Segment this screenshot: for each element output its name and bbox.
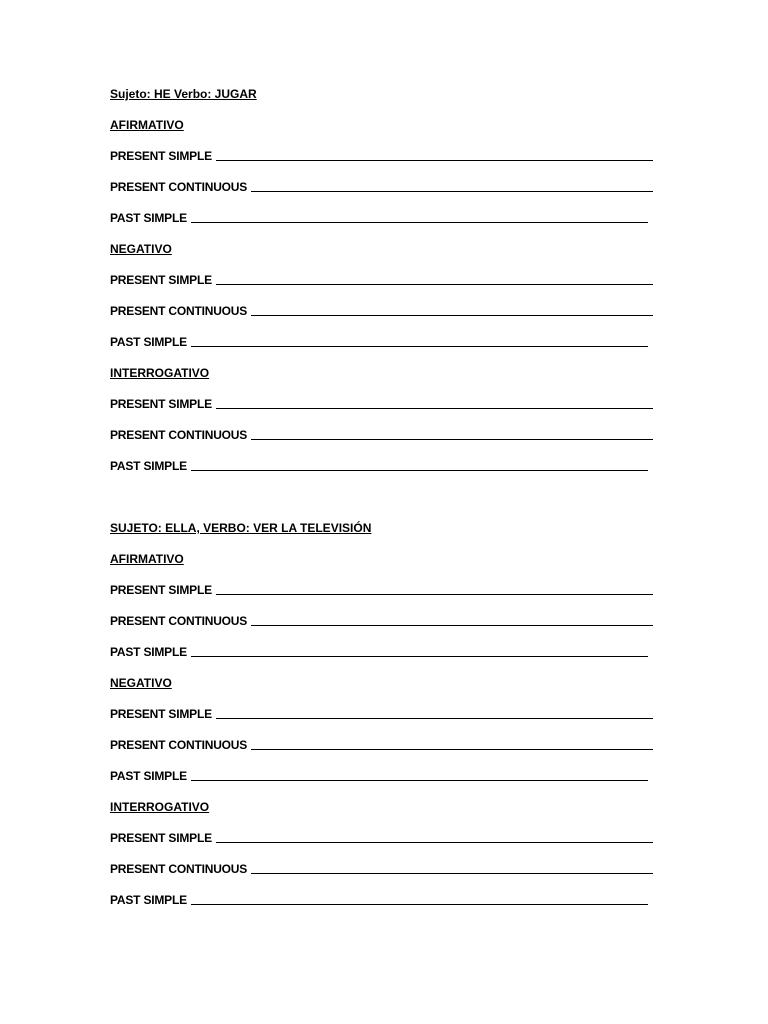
tense-label: PRESENT SIMPLE bbox=[110, 149, 212, 163]
exercise-line bbox=[110, 179, 655, 210]
exercise-line bbox=[110, 148, 655, 179]
tense-label: PRESENT SIMPLE bbox=[110, 831, 212, 845]
tense-label: PRESENT SIMPLE bbox=[110, 397, 212, 411]
exercise-line bbox=[110, 644, 655, 675]
section-heading-interrogativo: INTERROGATIVO bbox=[110, 800, 210, 814]
exercise-line bbox=[110, 861, 655, 892]
answer-blank[interactable] bbox=[191, 458, 648, 471]
answer-blank[interactable] bbox=[251, 303, 653, 316]
exercise-line bbox=[110, 582, 655, 613]
block-title: SUJETO: ELLA, VERBO: VER LA TELEVISIÓN bbox=[110, 521, 372, 535]
exercise-line bbox=[110, 303, 655, 334]
tense-label: PAST SIMPLE bbox=[110, 645, 187, 659]
tense-label: PAST SIMPLE bbox=[110, 893, 187, 907]
answer-blank[interactable] bbox=[216, 396, 653, 409]
answer-blank[interactable] bbox=[216, 148, 653, 161]
block-title: Sujeto: HE Verbo: JUGAR bbox=[110, 87, 257, 101]
answer-blank[interactable] bbox=[191, 334, 648, 347]
answer-blank[interactable] bbox=[216, 582, 653, 595]
answer-blank[interactable] bbox=[191, 892, 648, 905]
exercise-line bbox=[110, 458, 655, 489]
exercise-line bbox=[110, 427, 655, 458]
answer-blank[interactable] bbox=[191, 210, 648, 223]
tense-label: PAST SIMPLE bbox=[110, 459, 187, 473]
exercise-line bbox=[110, 830, 655, 861]
tense-label: PRESENT CONTINUOUS bbox=[110, 180, 248, 194]
answer-blank[interactable] bbox=[251, 861, 653, 874]
tense-label: PRESENT CONTINUOUS bbox=[110, 862, 248, 876]
section-heading-negativo: NEGATIVO bbox=[110, 242, 172, 256]
tense-label: PAST SIMPLE bbox=[110, 335, 187, 349]
tense-label: PRESENT CONTINUOUS bbox=[110, 428, 248, 442]
exercise-line bbox=[110, 396, 655, 427]
section-heading-afirmativo: AFIRMATIVO bbox=[110, 552, 184, 566]
block-spacer bbox=[110, 489, 655, 520]
exercise-line bbox=[110, 768, 655, 799]
tense-label: PRESENT SIMPLE bbox=[110, 707, 212, 721]
section-heading-afirmativo: AFIRMATIVO bbox=[110, 118, 184, 132]
answer-blank[interactable] bbox=[191, 768, 648, 781]
tense-label: PRESENT CONTINUOUS bbox=[110, 738, 248, 752]
tense-label: PAST SIMPLE bbox=[110, 769, 187, 783]
answer-blank[interactable] bbox=[191, 644, 648, 657]
worksheet bbox=[110, 86, 655, 923]
answer-blank[interactable] bbox=[251, 179, 653, 192]
section-heading-negativo: NEGATIVO bbox=[110, 676, 172, 690]
tense-label: PRESENT CONTINUOUS bbox=[110, 614, 248, 628]
answer-blank[interactable] bbox=[216, 706, 653, 719]
tense-label: PRESENT SIMPLE bbox=[110, 273, 212, 287]
exercise-line bbox=[110, 892, 655, 923]
exercise-line bbox=[110, 334, 655, 365]
answer-blank[interactable] bbox=[216, 830, 653, 843]
answer-blank[interactable] bbox=[216, 272, 653, 285]
answer-blank[interactable] bbox=[251, 427, 653, 440]
tense-label: PAST SIMPLE bbox=[110, 211, 187, 225]
tense-label: PRESENT CONTINUOUS bbox=[110, 304, 248, 318]
exercise-line bbox=[110, 737, 655, 768]
section-heading-interrogativo: INTERROGATIVO bbox=[110, 366, 210, 380]
exercise-line bbox=[110, 210, 655, 241]
exercise-line bbox=[110, 613, 655, 644]
answer-blank[interactable] bbox=[251, 737, 653, 750]
exercise-line bbox=[110, 272, 655, 303]
answer-blank[interactable] bbox=[251, 613, 653, 626]
exercise-line bbox=[110, 706, 655, 737]
tense-label: PRESENT SIMPLE bbox=[110, 583, 212, 597]
